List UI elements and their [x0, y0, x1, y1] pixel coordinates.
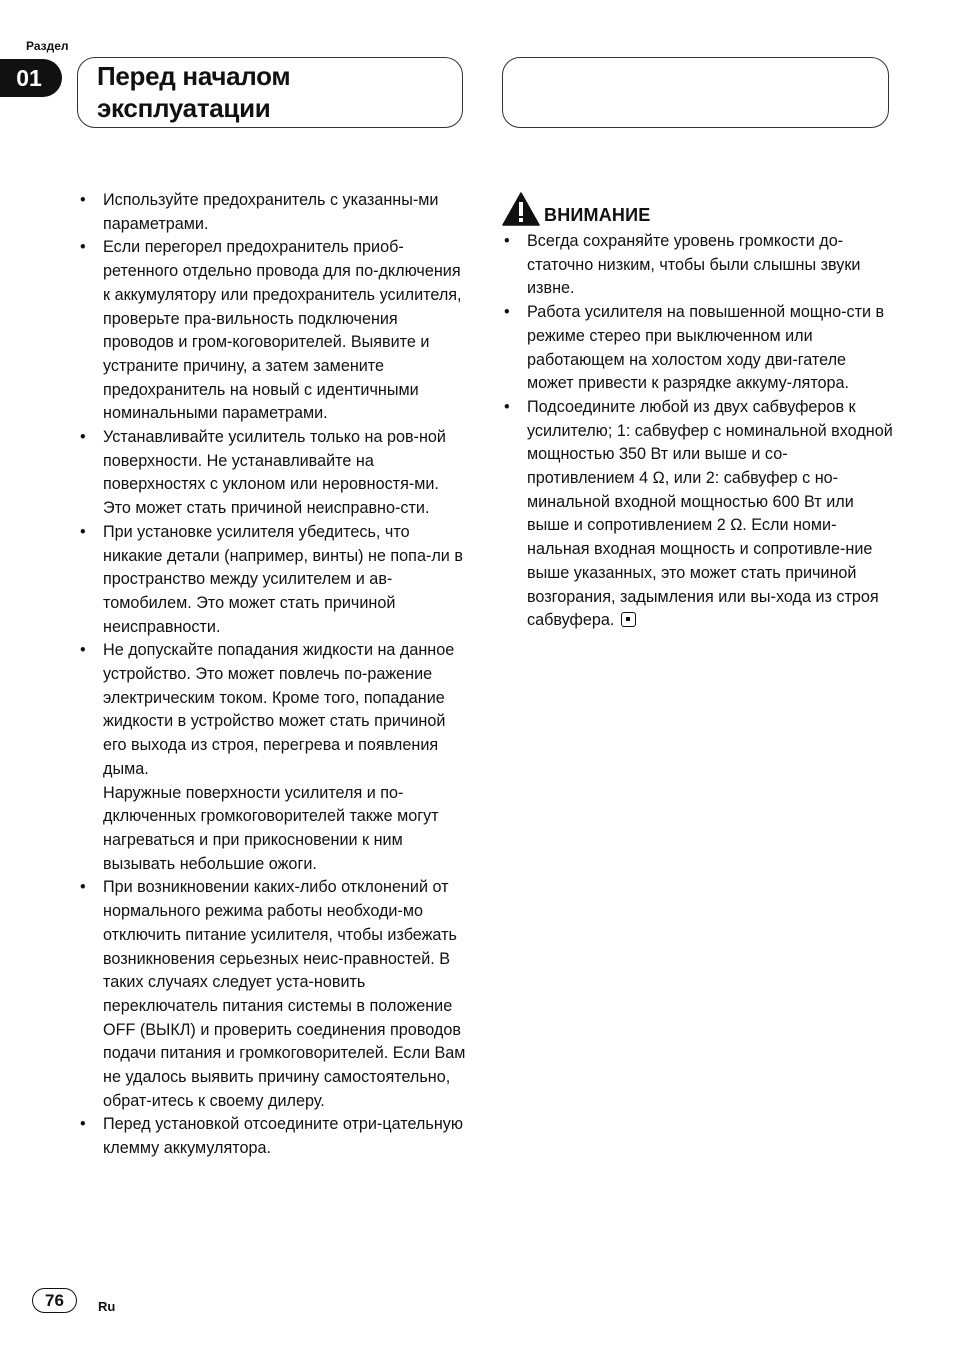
language-code: Ru: [98, 1299, 116, 1314]
end-of-section-icon: [621, 612, 636, 627]
list-item: • Работа усилителя на повышенной мощно-сти в режиме стерео при выключенном или работающем на холостом ходу дви-гателе может привести к разрядке аккуму-лятора.: [504, 301, 894, 396]
caution-heading: [502, 192, 650, 226]
right-column: [504, 230, 894, 633]
section-label: Раздел: [26, 39, 69, 53]
list-item-extra-text: Наружные поверхности усилителя и по-дключенных громкоговорителей также могут нагреваться и при прикосновении к ним вызывать небольшие ожоги.: [103, 783, 439, 873]
section-number-badge: 01: [0, 59, 62, 97]
list-item: • При установке усилителя убедитесь, что никакие детали (например, винты) не попа-ли в пространство между усилителем и ав-томобилем. Это может стать причиной неисправности.: [80, 521, 470, 640]
list-item: • Перед установкой отсоедините отри-цательную клемму аккумулятора.: [80, 1113, 470, 1160]
list-item: • Всегда сохраняйте уровень громкости до-статочно низким, чтобы были слышны звуки извне.: [504, 230, 894, 301]
list-item: • Используйте предохранитель с указанны-ми параметрами.: [80, 189, 470, 236]
page-title-line2: эксплуатации: [97, 93, 271, 123]
caution-title: ВНИМАНИЕ: [544, 205, 651, 225]
warning-triangle-icon: [502, 192, 540, 226]
list-item-text: Подсоедините любой из двух сабвуферов к усилителю; 1: сабвуфер с номинальной входной мощностью 350 Вт или выше и со-противлением 4 Ω, или 2: сабвуфер с но-минальной входной мощностью 600 Вт или выше и сопротивлением 2 Ω. Если номи-нальная входная мощность и сопротивле-ние выше указанных, это может стать причиной возгорания, задымления или вы-хода из строя сабвуфера.: [527, 397, 893, 630]
list-item: • Если перегорел предохранитель приоб-ретенного отдельно провода для по-дключения к аккумулятору или предохранитель усилителя, проверьте пра-вильность подключения проводов и гром-коговорителей. Выявите и устраните причину, а затем замените предохранитель на новый с идентичными номинальными параметрами.: [80, 236, 470, 426]
page-title-line1: Перед началом: [97, 61, 291, 91]
caution-bullet-list: [504, 230, 894, 633]
left-column: [80, 189, 470, 1161]
title-box: [77, 57, 463, 128]
page-number: 76: [32, 1288, 77, 1313]
list-item-text: • Не допускайте попадания жидкости на данное устройство. Это может повлечь по-ражение электрическим током. Кроме того, попадание жидкости в устройство может стать причиной его выхода из строя, перегрева и появления дыма.: [103, 641, 455, 778]
list-item: [504, 396, 894, 633]
list-item: • Устанавливайте усилитель только на ров-ной поверхности. Не устанавливайте на поверхностях с уклоном или неровностя-ми. Это может стать причиной неисправно-сти.: [80, 426, 470, 521]
list-item: • При возникновении каких-либо отклонений от нормального режима работы необходи-мо отключить питание усилителя, чтобы избежать возникновения серьезных неис-правностей. В таких случаях следует уста-новить переключатель питания системы в положение OFF (ВЫКЛ) и проверить соединения проводов подачи питания и громкоговорителей. Если Вам не удалось выявить причину самостоятельно, обрат-итесь к своему дилеру.: [80, 876, 470, 1113]
left-bullet-list: [80, 189, 470, 1161]
empty-header-box: [502, 57, 889, 128]
list-item: [80, 639, 470, 876]
